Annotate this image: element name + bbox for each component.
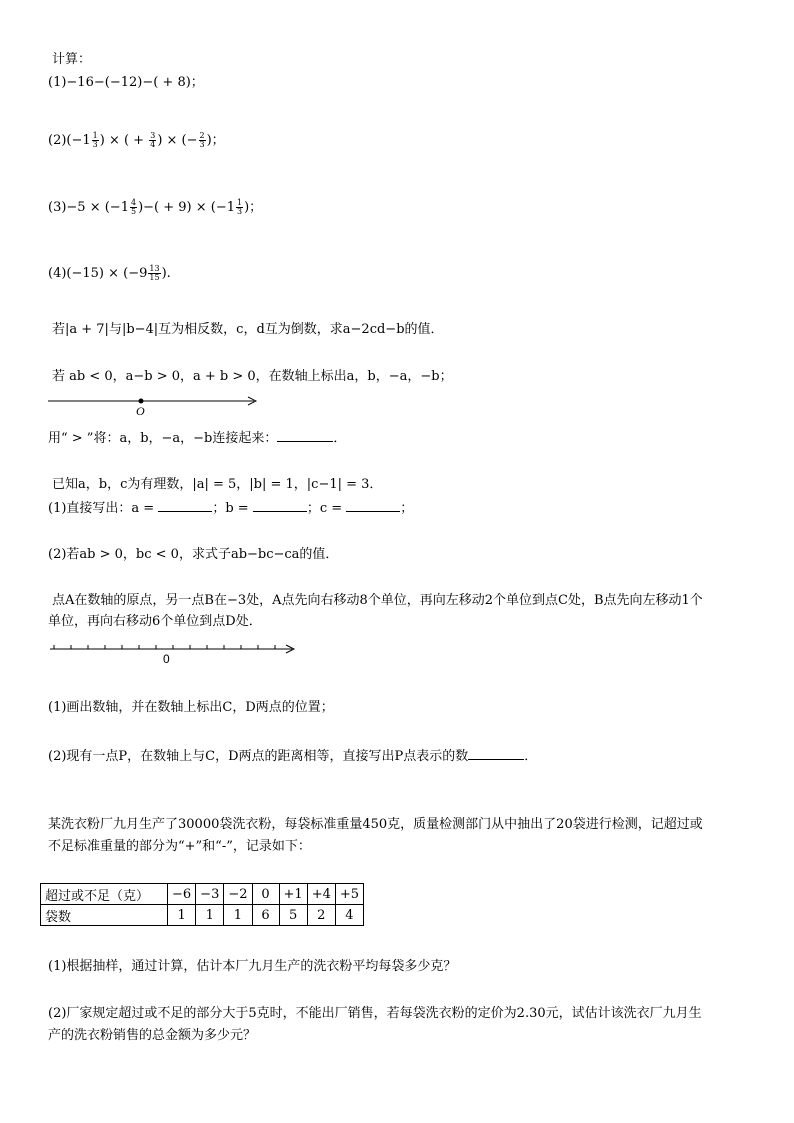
origin-dot <box>139 399 144 404</box>
table-cell: +5 <box>335 884 363 905</box>
problem-move-q2: (2)现有一点P，在数轴上与C，D两点的距离相等，直接写出P点表示的数 ． <box>48 749 538 764</box>
fraction: $\frac{4}{5}$ <box>130 198 137 216</box>
problem-detergent-q1: (1)根据抽样，通过计算，估计本厂九月生产的洗衣粉平均每袋多少克？ <box>48 959 457 974</box>
table-cell: 1 <box>196 905 224 926</box>
p4-suffix: ). <box>161 266 171 281</box>
table-cell: −3 <box>196 884 224 905</box>
table-cell: 5 <box>279 905 307 926</box>
table-cell: −6 <box>168 884 196 905</box>
problem-1: (1)−16−(−12)−( + 8)； <box>48 75 204 90</box>
problem-detergent-line2: 不足标准重量的部分为“+”和“-”，记录如下： <box>48 839 311 854</box>
p2-mid1: ) × ( + <box>99 133 149 148</box>
table-cell: −2 <box>224 884 252 905</box>
problem-move-q1: (1)画出数轴，并在数轴上标出C，D两点的位置； <box>48 700 334 715</box>
table-cell: 1 <box>224 905 252 926</box>
fraction: $\frac{13}{15}$ <box>149 264 160 282</box>
answer-blank[interactable] <box>277 429 333 442</box>
problem-3 <box>48 199 262 217</box>
answer-blank-c[interactable] <box>346 499 400 512</box>
problem-detergent-q2-line1: (2)厂家规定超过或不足的部分大于5克时，不能出厂销售，若每袋洗衣粉的定价为2.30元，试估计该洗衣厂九月生 <box>48 1006 702 1021</box>
number-line-2 <box>48 640 300 666</box>
table-cell: 1 <box>168 905 196 926</box>
table-cell: +4 <box>307 884 335 905</box>
answer-blank-p[interactable] <box>468 747 524 760</box>
problem-move-line1: 点A在数轴的原点，另一点B在−3处，A点先向右移动8个单位，再向左移动2个单位到点C处，B点先向左移动1个 <box>52 593 703 608</box>
problem-abs-q1: (1)直接写出：a = ；b = ；c = ； <box>48 501 414 516</box>
p2-suffix: )； <box>206 133 225 148</box>
problem-detergent-q2-line2: 产的洗衣粉销售的总金额为多少元？ <box>48 1028 257 1043</box>
calc-heading: 计算： <box>52 52 92 67</box>
problem-opposite-reciprocal: 若|a + 7|与|b−4|互为相反数，c，d互为倒数，求a−2cd−b的值． <box>52 322 444 337</box>
p3-suffix: )； <box>244 200 263 215</box>
weight-record-table <box>40 883 364 926</box>
tick-marks <box>54 645 275 649</box>
table-cell: 6 <box>252 905 279 926</box>
origin-label: O <box>136 404 145 417</box>
fraction: $\frac{1}{3}$ <box>237 198 243 216</box>
table-cell: 4 <box>335 905 363 926</box>
table-row <box>41 884 364 905</box>
p3-prefix: (3)−5 × (−1 <box>48 200 129 215</box>
problem-2 <box>48 132 225 150</box>
fraction: $\frac{2}{3}$ <box>199 131 205 149</box>
problem-number-line-signs: 若 ab < 0，a−b > 0，a + b > 0，在数轴上标出a，b，−a，−b； <box>52 369 453 384</box>
table-row <box>41 905 364 926</box>
problem-move-line2: 单位，再向右移动6个单位到点D处． <box>48 614 262 629</box>
answer-blank-b[interactable] <box>253 499 307 512</box>
table-header-cell: 袋数 <box>41 905 168 926</box>
problem-4 <box>48 265 171 283</box>
fraction: $\frac{1}{3}$ <box>92 131 98 149</box>
number-line-1 <box>46 393 262 417</box>
problem-abs-q2: (2)若ab > 0，bc < 0，求式子ab−bc−ca的值． <box>48 547 339 562</box>
problem-abs-values: 已知a，b，c为有理数，|a| = 5，|b| = 1，|c−1| = 3． <box>52 477 383 492</box>
p4-prefix: (4)(−15) × (−9 <box>48 266 148 281</box>
table-cell: 0 <box>252 884 279 905</box>
p3-mid: )−( + 9) × (−1 <box>138 200 236 215</box>
table-header-cell: 超过或不足（克） <box>41 884 168 905</box>
answer-blank-a[interactable] <box>158 499 212 512</box>
p2-prefix: (2)(−1 <box>48 133 91 148</box>
table-cell: +1 <box>279 884 307 905</box>
problem-detergent-line1: 某洗衣粉厂九月生产了30000袋洗衣粉，每袋标准重量450克，质量检测部门从中抽出了20袋进行检测，记超过或 <box>48 817 703 832</box>
zero-label: 0 <box>163 652 170 666</box>
table-cell: 2 <box>307 905 335 926</box>
p2-mid2: ) × (− <box>157 133 198 148</box>
order-prompt: 用“ > ”将：a，b，−a，−b连接起来： ． <box>48 431 347 446</box>
fraction: $\frac{3}{4}$ <box>150 131 156 149</box>
